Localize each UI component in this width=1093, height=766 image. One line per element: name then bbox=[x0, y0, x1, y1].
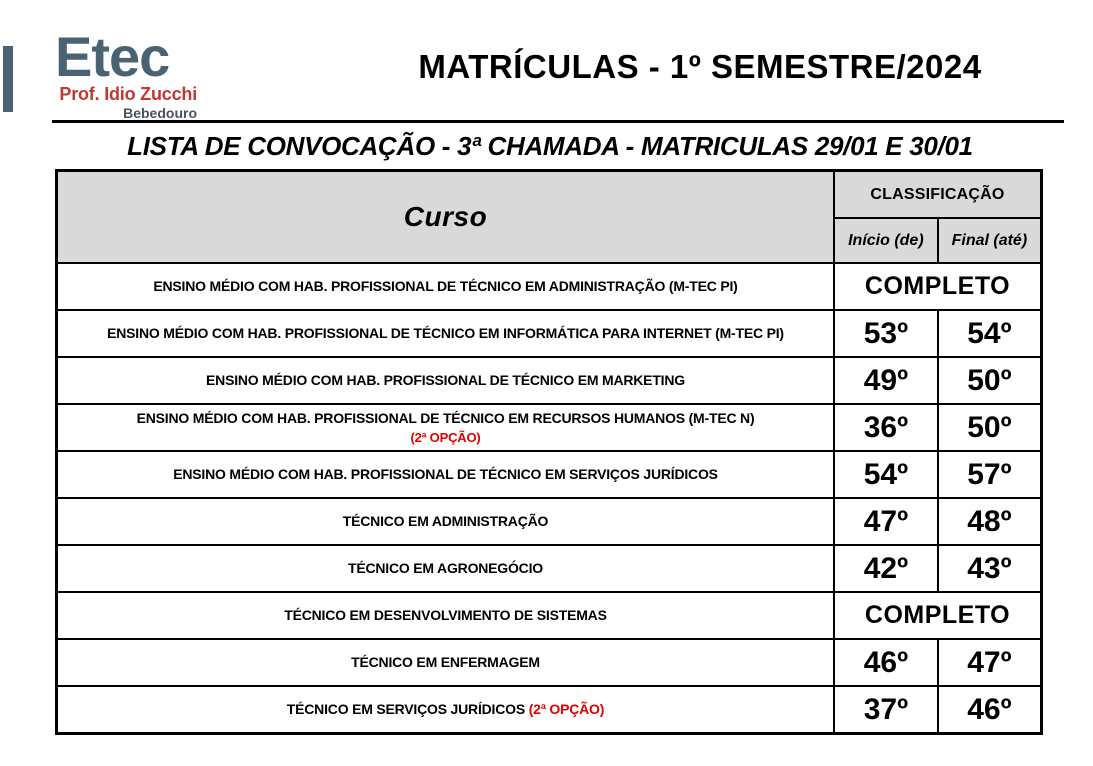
end-column-header: Final (até) bbox=[938, 218, 1042, 263]
course-cell bbox=[57, 357, 835, 404]
course-cell bbox=[57, 310, 835, 357]
course-name: ENSINO MÉDIO COM HAB. PROFISSIONAL DE TÉCNICO EM ADMINISTRAÇÃO (M-TEC PI) bbox=[153, 278, 738, 295]
end-rank-cell: 48º bbox=[938, 498, 1042, 545]
start-rank-cell: 42º bbox=[834, 545, 938, 592]
end-rank-cell: 43º bbox=[938, 545, 1042, 592]
call-list-subtitle: LISTA DE CONVOCAÇÃO - 3ª CHAMADA - MATRICULAS 29/01 E 30/01 bbox=[127, 131, 973, 161]
end-rank-cell: 46º bbox=[938, 686, 1042, 734]
table-row bbox=[57, 451, 1042, 498]
course-name: ENSINO MÉDIO COM HAB. PROFISSIONAL DE TÉCNICO EM SERVIÇOS JURÍDICOS bbox=[173, 466, 718, 483]
course-name: ENSINO MÉDIO COM HAB. PROFISSIONAL DE TÉCNICO EM MARKETING bbox=[206, 372, 685, 389]
start-column-header: Início (de) bbox=[834, 218, 938, 263]
status-cell: COMPLETO bbox=[834, 263, 1042, 310]
table-row bbox=[57, 357, 1042, 404]
course-name: TÉCNICO EM ENFERMAGEM bbox=[351, 654, 540, 671]
course-name: TÉCNICO EM DESENVOLVIMENTO DE SISTEMAS bbox=[284, 607, 607, 624]
table-header-row-1 bbox=[57, 171, 1042, 219]
document-header bbox=[0, 0, 1093, 120]
course-cell bbox=[57, 263, 835, 310]
logo-school-name: Prof. Idio Zucchi bbox=[59, 84, 197, 105]
course-name: TÉCNICO EM SERVIÇOS JURÍDICOS bbox=[286, 701, 525, 718]
status-cell: COMPLETO bbox=[834, 592, 1042, 639]
second-option-note: (2ª OPÇÃO) bbox=[410, 429, 481, 445]
start-rank-cell: 54º bbox=[834, 451, 938, 498]
table-row bbox=[57, 404, 1042, 451]
course-cell bbox=[57, 592, 835, 639]
table-header bbox=[57, 171, 1042, 264]
end-rank-cell: 50º bbox=[938, 404, 1042, 451]
start-rank-cell: 46º bbox=[834, 639, 938, 686]
course-name: ENSINO MÉDIO COM HAB. PROFISSIONAL DE TÉCNICO EM INFORMÁTICA PARA INTERNET (M-TEC PI) bbox=[107, 325, 784, 342]
table-row bbox=[57, 263, 1042, 310]
end-rank-cell: 47º bbox=[938, 639, 1042, 686]
end-rank-cell: 50º bbox=[938, 357, 1042, 404]
table-row bbox=[57, 592, 1042, 639]
start-rank-cell: 49º bbox=[834, 357, 938, 404]
start-rank-cell: 37º bbox=[834, 686, 938, 734]
table-row bbox=[57, 545, 1042, 592]
table-row bbox=[57, 498, 1042, 545]
start-rank-cell: 53º bbox=[834, 310, 938, 357]
end-rank-cell: 54º bbox=[938, 310, 1042, 357]
table-row bbox=[57, 686, 1042, 734]
classification-header: CLASSIFICAÇÃO bbox=[834, 171, 1042, 219]
table-body bbox=[57, 263, 1042, 734]
logo-left-bar bbox=[3, 46, 13, 112]
course-name: TÉCNICO EM AGRONEGÓCIO bbox=[348, 560, 543, 577]
header-divider bbox=[52, 120, 1064, 123]
course-cell bbox=[57, 404, 835, 451]
table-row bbox=[57, 639, 1042, 686]
table-row bbox=[57, 310, 1042, 357]
course-cell bbox=[57, 451, 835, 498]
course-cell bbox=[57, 686, 835, 734]
logo-city: Bebedouro bbox=[123, 105, 197, 122]
course-cell bbox=[57, 545, 835, 592]
start-rank-cell: 47º bbox=[834, 498, 938, 545]
course-name: TÉCNICO EM ADMINISTRAÇÃO bbox=[342, 513, 549, 530]
page-title: MATRÍCULAS - 1º SEMESTRE/2024 bbox=[418, 48, 982, 85]
course-column-header: Curso bbox=[57, 171, 835, 264]
second-option-note: (2ª OPÇÃO) bbox=[528, 701, 605, 718]
etec-logo bbox=[55, 25, 197, 122]
end-rank-cell: 57º bbox=[938, 451, 1042, 498]
course-cell bbox=[57, 639, 835, 686]
course-name: ENSINO MÉDIO COM HAB. PROFISSIONAL DE TÉCNICO EM RECURSOS HUMANOS (M-TEC N) bbox=[136, 409, 755, 426]
logo-etec-text: Etec bbox=[55, 25, 170, 88]
start-rank-cell: 36º bbox=[834, 404, 938, 451]
convocation-table bbox=[55, 169, 1043, 735]
course-cell bbox=[57, 498, 835, 545]
